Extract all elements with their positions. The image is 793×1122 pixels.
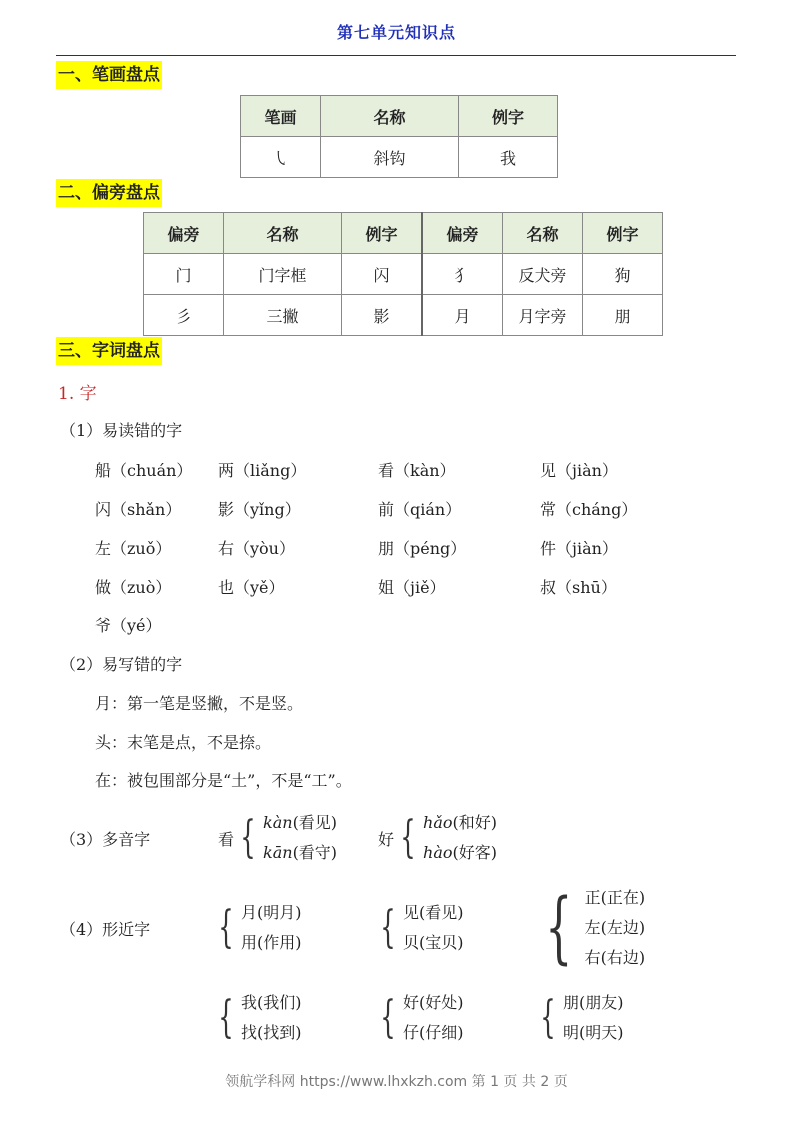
table-cell: 月: [422, 295, 503, 336]
subheading-characters: 1. 字: [58, 384, 97, 404]
table-cell: 狗: [583, 254, 663, 295]
title-divider: [56, 55, 736, 56]
strokes-table: [240, 95, 558, 178]
brace-icon: {: [380, 992, 396, 1043]
reading-word: 船（chuán）: [95, 461, 193, 480]
example-word: (和好): [452, 813, 497, 832]
reading-word: 影（yǐng）: [218, 500, 301, 519]
pinyin: kān: [263, 843, 293, 862]
table-cell: 影: [342, 295, 423, 336]
pinyin: hào: [423, 843, 453, 862]
reading-word: 件（jiàn）: [540, 539, 618, 558]
table-cell: ㇂: [241, 137, 321, 178]
similar-item: 贝(宝贝): [403, 933, 464, 952]
table-header: 偏旁: [144, 213, 224, 254]
table-header: 例字: [459, 96, 558, 137]
similar-group: [374, 988, 464, 1048]
brace-icon: {: [400, 812, 416, 863]
radicals-table: [143, 212, 663, 336]
polyphonic-group: [218, 808, 337, 868]
table-header: 偏旁: [422, 213, 503, 254]
reading-word: 做（zuò）: [95, 578, 172, 597]
similar-item: 明(明天): [563, 1023, 624, 1042]
similar-group: [534, 883, 645, 973]
example-word: (看守): [292, 843, 338, 862]
table-cell: 月字旁: [503, 295, 583, 336]
reading-word: 见（jiàn）: [540, 461, 618, 480]
brace-icon: {: [545, 883, 573, 973]
reading-word: 看（kàn）: [378, 461, 456, 480]
similar-item: 左(左边): [584, 918, 646, 937]
brace-icon: {: [240, 812, 256, 863]
section-heading-words: 三、字词盘点: [56, 337, 162, 365]
table-header: 例字: [342, 213, 423, 254]
table-cell: 三撇: [224, 295, 342, 336]
example-word: (好客): [452, 843, 497, 862]
similar-item: 好(好处): [403, 993, 464, 1012]
polyphonic-char: 看: [218, 829, 235, 849]
reading-word: 前（qián）: [378, 500, 462, 519]
reading-word: 闪（shǎn）: [95, 500, 182, 519]
similar-item: 用(作用): [241, 933, 302, 952]
question-easy-miswrite: （2）易写错的字: [60, 655, 183, 674]
reading-word: 两（liǎng）: [218, 461, 307, 480]
reading-word: 常（cháng）: [540, 500, 638, 519]
brace-icon: {: [218, 902, 234, 953]
polyphonic-group: [378, 808, 497, 868]
page-title: 第七单元知识点: [336, 23, 456, 42]
brace-icon: {: [380, 902, 396, 953]
similar-group: [534, 988, 624, 1048]
table-cell: 犭: [422, 254, 503, 295]
table-header: 名称: [321, 96, 459, 137]
similar-group: [212, 898, 302, 958]
page-footer: 领航学科网 https://www.lhxkzh.com 第 1 页 共 2 页: [225, 1074, 568, 1090]
polyphonic-char: 好: [378, 829, 395, 849]
table-cell: 反犬旁: [503, 254, 583, 295]
reading-word: 爷（yé）: [95, 616, 162, 635]
brace-icon: {: [540, 992, 556, 1043]
reading-word: 姐（jiě）: [378, 578, 446, 597]
writing-note: 在：被包围部分是“土”，不是“工”。: [95, 771, 352, 790]
question-similar-chars: （4）形近字: [60, 920, 151, 939]
similar-item: 正(正在): [584, 888, 646, 907]
example-word: (看见): [292, 813, 338, 832]
table-cell: 斜钩: [321, 137, 459, 178]
reading-word: 也（yě）: [218, 578, 285, 597]
similar-item: 月(明月): [241, 903, 302, 922]
similar-item: 见(看见): [403, 903, 464, 922]
question-polyphonic: （3）多音字: [60, 830, 151, 849]
similar-item: 我(我们): [241, 993, 302, 1012]
writing-note: 头：末笔是点，不是捺。: [95, 733, 272, 752]
similar-item: 仔(仔细): [403, 1023, 464, 1042]
similar-item: 朋(朋友): [563, 993, 624, 1012]
similar-group: [212, 988, 302, 1048]
reading-word: 朋（péng）: [378, 539, 467, 558]
brace-icon: {: [218, 992, 234, 1043]
table-cell: 彡: [144, 295, 224, 336]
question-easy-misread: （1）易读错的字: [60, 421, 183, 440]
similar-group: [374, 898, 464, 958]
table-header: 名称: [224, 213, 342, 254]
table-cell: 闪: [342, 254, 423, 295]
pinyin: hǎo: [423, 813, 453, 832]
pinyin: kàn: [263, 813, 293, 832]
table-header: 例字: [583, 213, 663, 254]
writing-note: 月：第一笔是竖撇，不是竖。: [95, 694, 304, 713]
table-cell: 朋: [583, 295, 663, 336]
reading-word: 左（zuǒ）: [95, 539, 172, 558]
similar-item: 找(找到): [241, 1023, 302, 1042]
reading-word: 叔（shū）: [540, 578, 617, 597]
table-cell: 我: [459, 137, 558, 178]
table-cell: 门字框: [224, 254, 342, 295]
reading-word: 右（yòu）: [218, 539, 295, 558]
table-header: 笔画: [241, 96, 321, 137]
similar-item: 右(右边): [584, 948, 646, 967]
table-header: 名称: [503, 213, 583, 254]
table-cell: 门: [144, 254, 224, 295]
section-heading-strokes: 一、笔画盘点: [56, 61, 162, 89]
section-heading-radicals: 二、偏旁盘点: [56, 179, 162, 207]
